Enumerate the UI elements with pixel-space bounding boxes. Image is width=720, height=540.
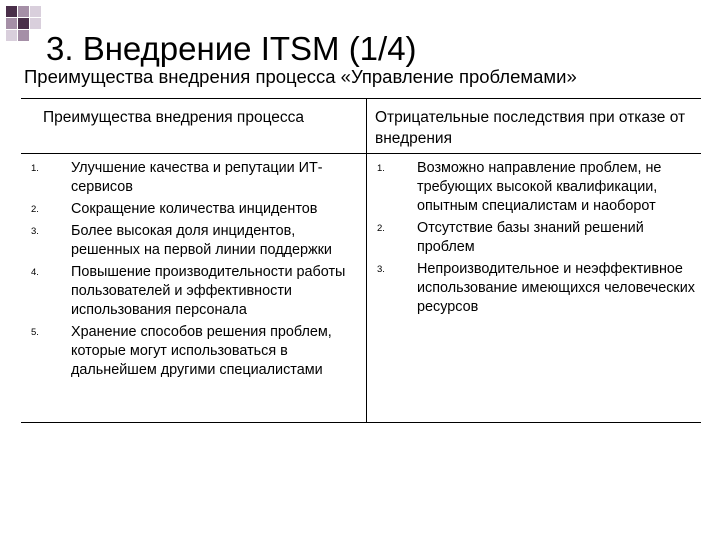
item-number: 2. bbox=[377, 223, 385, 234]
list-item bbox=[31, 159, 366, 197]
left-column-header: Преимущества внедрения процесса bbox=[43, 109, 305, 126]
item-number: 1. bbox=[31, 163, 39, 174]
right-column-header: Отрицательные последствия при отказе от внедрения bbox=[375, 109, 686, 147]
item-text: Хранение способов решения проблем, которые могут использоваться в дальнейшем другими специалистами bbox=[71, 324, 332, 378]
deco-square bbox=[6, 18, 17, 29]
item-number: 1. bbox=[377, 163, 385, 174]
item-text: Возможно направление проблем, не требующих высокой квалификации, опытным специалистам и наоборот bbox=[417, 160, 662, 214]
list-item bbox=[377, 219, 697, 257]
item-number: 5. bbox=[31, 327, 39, 338]
deco-square bbox=[18, 18, 29, 29]
comparison-table bbox=[21, 98, 701, 423]
item-text: Повышение производительности работы пользователей и эффективности использования персонала bbox=[71, 264, 346, 318]
item-text: Сокращение количества инцидентов bbox=[71, 201, 318, 217]
item-text: Непроизводительное и неэффективное использование имеющихся человеческих ресурсов bbox=[417, 261, 695, 315]
deco-square bbox=[18, 30, 29, 41]
deco-square bbox=[30, 6, 41, 17]
deco-square bbox=[6, 30, 17, 41]
deco-square bbox=[6, 6, 17, 17]
slide-title: 3. Внедрение ITSM (1/4) bbox=[46, 30, 417, 67]
list-item bbox=[31, 222, 366, 260]
list-item bbox=[31, 200, 366, 219]
list-item bbox=[377, 260, 697, 317]
item-number: 2. bbox=[31, 204, 39, 215]
item-text: Улучшение качества и репутации ИТ-сервисов bbox=[71, 160, 323, 195]
deco-square bbox=[18, 6, 29, 17]
item-number: 4. bbox=[31, 267, 39, 278]
list-item bbox=[31, 263, 366, 320]
item-number: 3. bbox=[377, 264, 385, 275]
deco-square bbox=[30, 18, 41, 29]
item-text: Более высокая доля инцидентов, решенных на первой линии поддержки bbox=[71, 223, 332, 258]
list-item bbox=[31, 323, 366, 380]
slide-subtitle: Преимущества внедрения процесса «Управление проблемами» bbox=[24, 66, 577, 87]
benefits-list bbox=[31, 159, 366, 383]
header-divider bbox=[21, 153, 701, 154]
consequences-list bbox=[377, 159, 697, 320]
list-item bbox=[377, 159, 697, 216]
item-text: Отсутствие базы знаний решений проблем bbox=[417, 220, 644, 255]
column-divider bbox=[366, 99, 367, 422]
item-number: 3. bbox=[31, 226, 39, 237]
